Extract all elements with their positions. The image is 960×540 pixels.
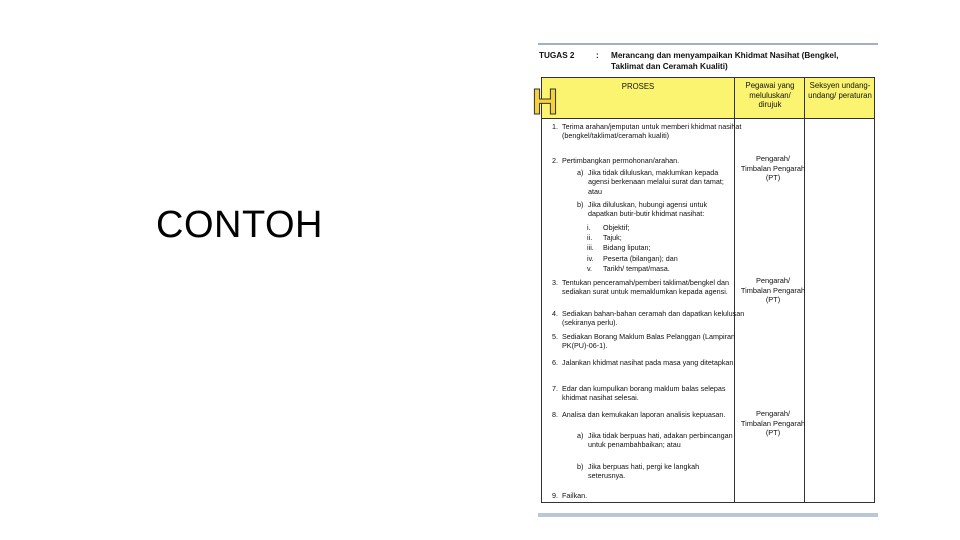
step-number: 4.	[552, 309, 558, 318]
sub-step-text: Jika diluluskan, hubungi agensi untuk dapatkan butir-butir khidmat nasihat:	[588, 200, 708, 219]
sub-step-letter: b)	[577, 462, 584, 471]
approving-officer: Pengarah/ Timbalan Pengarah (PT)	[740, 276, 806, 304]
list-item-text: Peserta (bilangan); dan	[603, 254, 678, 263]
decorative-letter: H	[532, 81, 558, 122]
roman-number: iv.	[587, 254, 594, 263]
step-number: 5.	[552, 332, 558, 341]
step-number: 6.	[552, 358, 558, 367]
list-item-text: Tajuk;	[603, 233, 622, 242]
task-colon: :	[596, 51, 599, 60]
step-text: Pertimbangkan permohonan/arahan.	[562, 156, 680, 165]
column-header-seksyen: Seksyen undang-undang/ peraturan	[808, 81, 872, 100]
column-header-proses: PROSES	[621, 82, 655, 91]
roman-number: iii.	[587, 243, 594, 252]
step-text: Sediakan Borang Maklum Balas Pelanggan (Lampiran PK(PU)-06-1).	[562, 332, 736, 351]
document-image	[532, 43, 878, 517]
approving-officer: Pengarah/ Timbalan Pengarah (PT)	[740, 154, 806, 182]
sub-step-letter: a)	[577, 168, 584, 177]
roman-number: i.	[587, 223, 591, 232]
step-text: Edar dan kumpulkan borang maklum balas selepas khidmat nasihat selesai.	[562, 384, 726, 403]
sub-step-text: Jika berpuas hati, pergi ke langkah seterusnya.	[588, 462, 700, 481]
roman-number: v.	[587, 264, 593, 273]
table-header	[542, 78, 874, 119]
step-number: 1.	[552, 122, 558, 131]
task-title: Merancang dan menyampaikan Khidmat Nasihat (Bengkel, Taklimat dan Ceramah Kualiti)	[611, 51, 839, 71]
column-header-pegawai: Pegawai yang meluluskan/ dirujuk	[745, 81, 795, 109]
step-text: Failkan.	[562, 491, 588, 500]
step-text: Sediakan bahan-bahan ceramah dan dapatkan kelulusan (sekiranya perlu).	[562, 309, 745, 328]
approving-officer: Pengarah/ Timbalan Pengarah (PT)	[740, 409, 806, 437]
step-text: Terima arahan/jemputan untuk memberi khidmat nasihat (bengkel/taklimat/ceramah kualiti)	[562, 122, 742, 141]
task-label: TUGAS 2	[539, 51, 575, 60]
slide-title: CONTOH	[156, 204, 323, 246]
step-number: 9.	[552, 491, 558, 500]
process-table	[541, 77, 875, 503]
step-number: 7.	[552, 384, 558, 393]
step-number: 2.	[552, 156, 558, 165]
list-item-text: Objektif;	[603, 223, 630, 232]
sub-step-letter: a)	[577, 431, 584, 440]
sub-step-text: Jika tidak berpuas hati, adakan perbincangan untuk penambahbaikan; atau	[588, 431, 733, 450]
top-divider	[538, 43, 878, 45]
step-text: Tentukan penceramah/pemberi taklimat/bengkel dan sediakan surat untuk memaklumkan kepada agensi.	[562, 278, 730, 297]
step-text: Jalankan khidmat nasihat pada masa yang ditetapkan.	[562, 358, 736, 367]
step-number: 3.	[552, 278, 558, 287]
bottom-divider	[538, 513, 878, 517]
list-item-text: Tarikh/ tempat/masa.	[603, 264, 670, 273]
list-item-text: Bidang liputan;	[603, 243, 651, 252]
step-number: 8.	[552, 410, 558, 419]
roman-number: ii.	[587, 233, 593, 242]
sub-step-letter: b)	[577, 200, 584, 209]
sub-step-text: Jika tidak diluluskan, maklumkan kepada agensi berkenaan melalui surat dan tamat; atau	[588, 168, 724, 196]
step-text: Analisa dan kemukakan laporan analisis kepuasan.	[562, 410, 726, 419]
